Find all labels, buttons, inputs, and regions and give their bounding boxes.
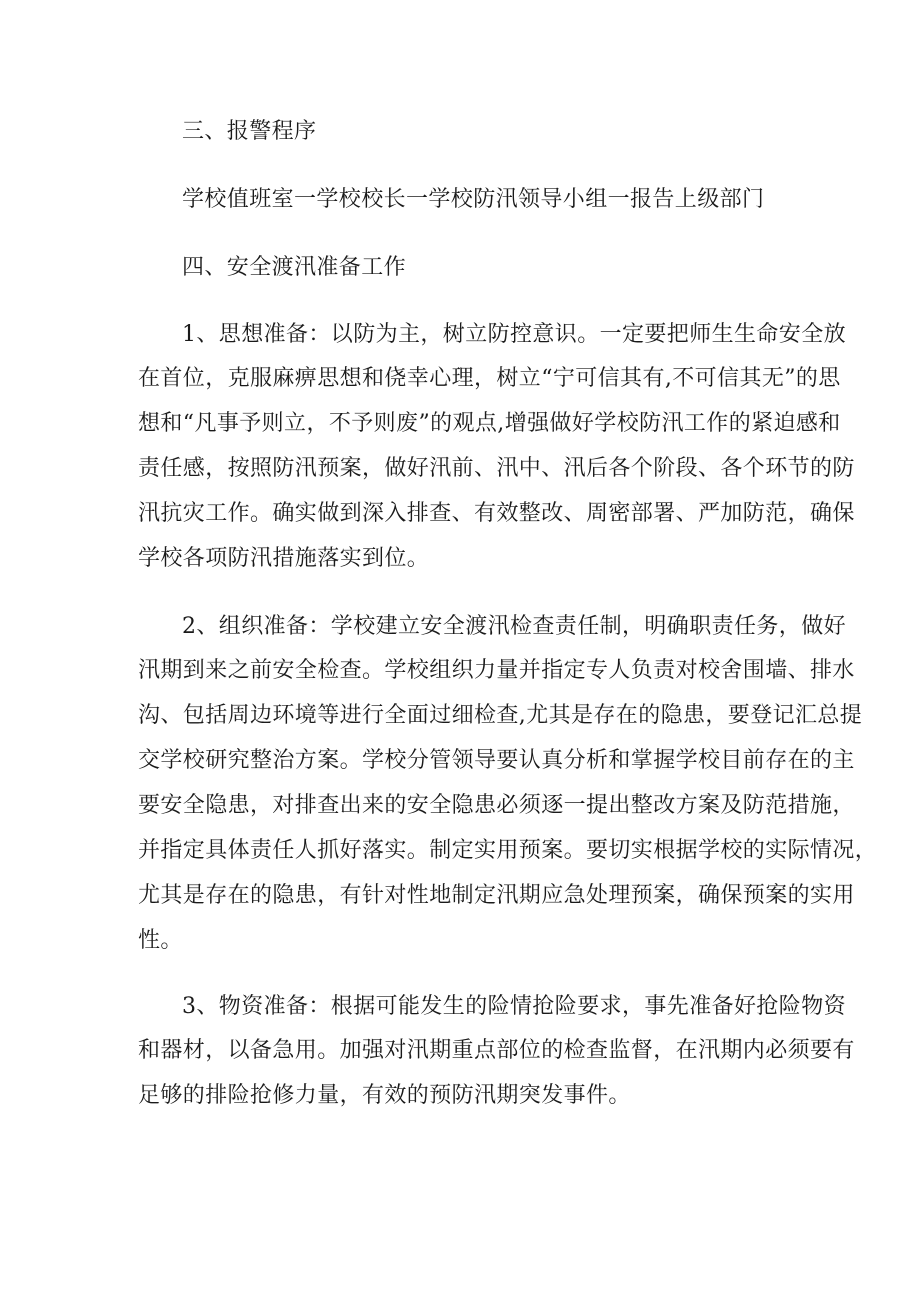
paragraph-line: 要安全隐患，对排查出来的安全隐患必须逐一提出整改方案及防范措施， — [138, 793, 855, 818]
paragraph-line: 汛期到来之前安全检查。学校组织力量并指定专人负责对校舍围墙、排水 — [138, 658, 855, 683]
paragraph-line: 学校各项防汛措施落实到位。 — [138, 546, 430, 571]
paragraph-line: 性。 — [138, 928, 183, 953]
paragraph-line: 交学校研究整治方案。学校分管领导要认真分析和掌握学校目前存在的主 — [138, 748, 855, 773]
paragraph-line: 在首位，克服麻痹思想和侥幸心理，树立“宁可信其有,不可信其无”的思 — [138, 366, 841, 391]
paragraph-line: 3、物资准备：根据可能发生的险情抢险要求，事先准备好抢险物资 — [182, 994, 846, 1019]
paragraph-line: 责任感，按照防汛预案，做好汛前、汛中、汛后各个阶段、各个环节的防 — [138, 456, 855, 481]
paragraph-line: 并指定具体责任人抓好落实。制定实用预案。要切实根据学校的实际情况， — [138, 838, 878, 863]
paragraph-line: 1、思想准备：以防为主，树立防控意识。一定要把师生生命安全放 — [182, 322, 846, 347]
paragraph-line: 2、组织准备：学校建立安全渡汛检查责任制，明确职责任务，做好 — [182, 614, 846, 639]
section-3-heading: 三、报警程序 — [182, 119, 317, 144]
paragraph-line: 足够的排险抢修力量，有效的预防汛期突发事件。 — [138, 1083, 631, 1108]
paragraph-line: 尤其是存在的隐患，有针对性地制定汛期应急处理预案，确保预案的实用 — [138, 883, 855, 908]
section-4-heading: 四、安全渡汛准备工作 — [182, 255, 407, 280]
paragraph-line: 和器材，以备急用。加强对汛期重点部位的检查监督，在汛期内必须要有 — [138, 1038, 855, 1063]
alarm-procedure-flow: 学校值班室一学校校长一学校防汛领导小组一报告上级部门 — [182, 187, 765, 212]
paragraph-line: 想和“凡事予则立，不予则废”的观点,增强做好学校防汛工作的紧迫感和 — [138, 411, 841, 436]
paragraph-line: 沟、包括周边环境等进行全面过细检查,尤其是存在的隐患，要登记汇总提 — [138, 703, 863, 728]
paragraph-line: 汛抗灾工作。确实做到深入排查、有效整改、周密部署、严加防范，确保 — [138, 501, 855, 526]
